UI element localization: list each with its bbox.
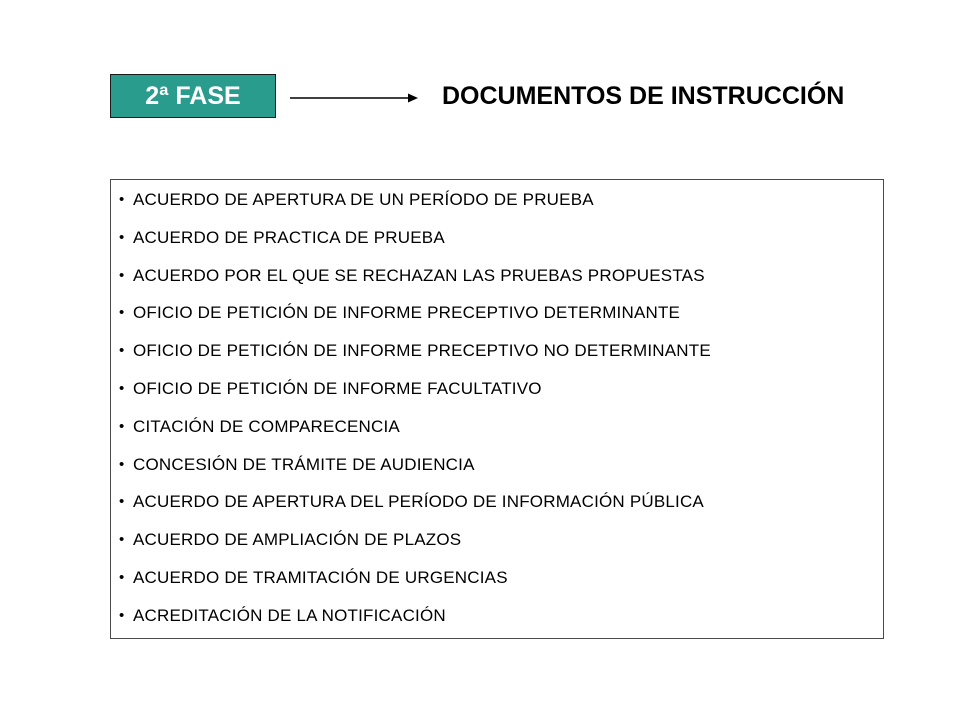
document-list-item [119, 452, 711, 490]
document-list-item [119, 565, 711, 603]
bullet-icon: • [119, 455, 125, 473]
document-label: OFICIO DE PETICIÓN DE INFORME PRECEPTIVO NO DETERMINANTE [133, 341, 711, 361]
bullet-icon: • [119, 304, 125, 322]
document-label: ACUERDO DE AMPLIACIÓN DE PLAZOS [133, 530, 462, 550]
document-list-item [119, 263, 711, 301]
document-list-item [119, 187, 711, 225]
bullet-icon: • [119, 493, 125, 511]
document-list-item [119, 300, 711, 338]
document-list-item [119, 603, 711, 641]
page-title: DOCUMENTOS DE INSTRUCCIÓN [442, 82, 845, 110]
document-label: ACREDITACIÓN DE LA NOTIFICACIÓN [133, 605, 446, 625]
document-list-item [119, 376, 711, 414]
document-label: ACUERDO DE PRACTICA DE PRUEBA [133, 227, 445, 247]
phase-label-box [110, 74, 276, 118]
bullet-icon: • [119, 266, 125, 284]
document-list-item [119, 489, 711, 527]
document-label: ACUERDO DE TRAMITACIÓN DE URGENCIAS [133, 567, 508, 587]
document-label: ACUERDO DE APERTURA DEL PERÍODO DE INFORMACIÓN PÚBLICA [133, 492, 704, 512]
document-label: CONCESIÓN DE TRÁMITE DE AUDIENCIA [133, 454, 475, 474]
document-label: OFICIO DE PETICIÓN DE INFORME FACULTATIVO [133, 378, 542, 398]
bullet-icon: • [119, 228, 125, 246]
bullet-icon: • [119, 191, 125, 208]
documents-list [119, 187, 711, 641]
document-label: ACUERDO DE APERTURA DE UN PERÍODO DE PRUEBA [133, 190, 594, 209]
document-list-item [119, 414, 711, 452]
bullet-icon: • [119, 568, 125, 586]
document-list-item [119, 338, 711, 376]
bullet-icon: • [119, 342, 125, 360]
phase-label: 2ª FASE [145, 81, 241, 110]
document-list-item [119, 225, 711, 263]
documents-panel [110, 179, 884, 639]
bullet-icon: • [119, 417, 125, 435]
bullet-icon: • [119, 379, 125, 397]
bullet-icon: • [119, 531, 125, 549]
bullet-icon: • [119, 606, 125, 624]
document-label: ACUERDO POR EL QUE SE RECHAZAN LAS PRUEBAS PROPUESTAS [133, 265, 705, 285]
document-label: CITACIÓN DE COMPARECENCIA [133, 416, 400, 436]
document-list-item [119, 527, 711, 565]
document-label: OFICIO DE PETICIÓN DE INFORME PRECEPTIVO DETERMINANTE [133, 303, 681, 323]
arrow-right-icon [290, 90, 420, 106]
